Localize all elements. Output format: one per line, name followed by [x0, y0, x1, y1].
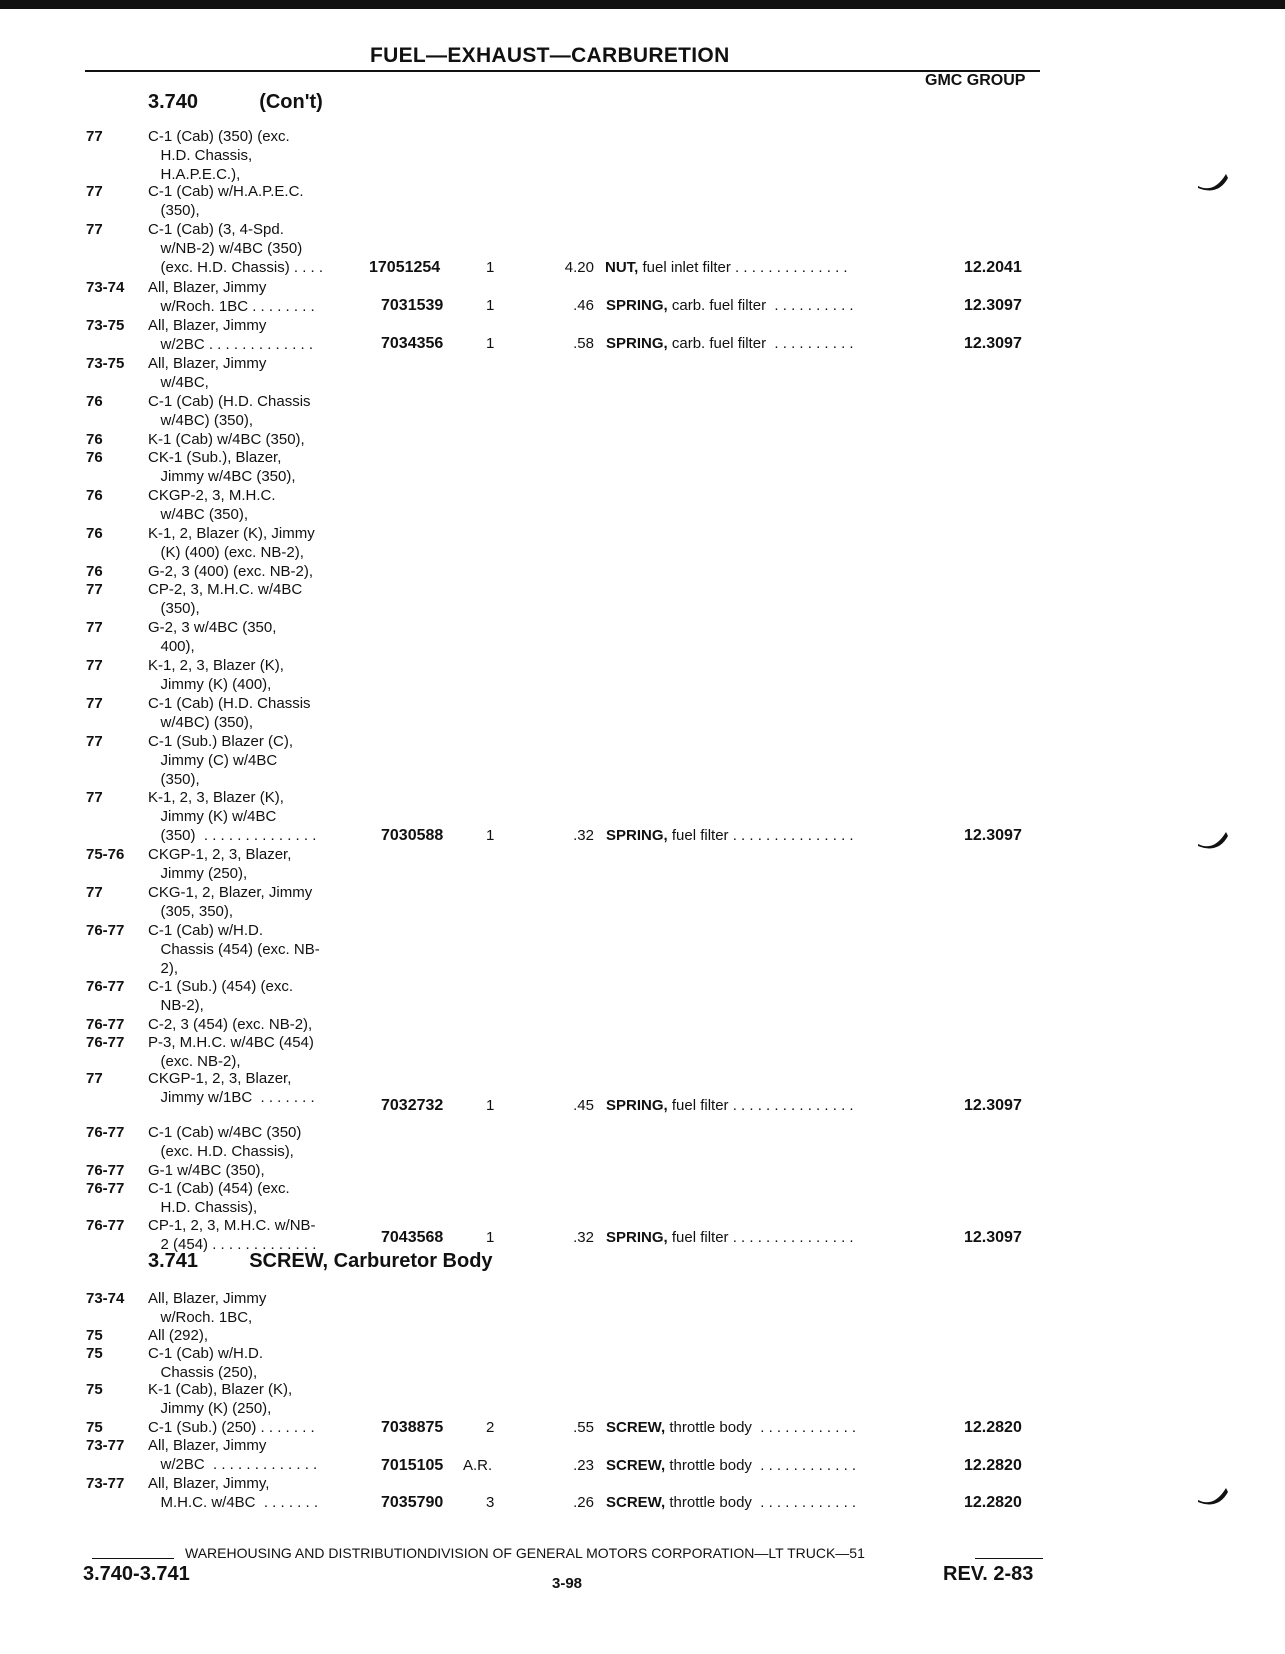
entry-description: CKG-1, 2, Blazer, Jimmy (305, 350), [148, 884, 313, 920]
section-number: 3.741 [148, 1250, 199, 1272]
part-name-detail: carb. fuel filter . . . . . . . . . . [667, 335, 854, 352]
quantity: 2 [486, 1419, 495, 1436]
entry-year: 76-77 [86, 1162, 125, 1179]
entry-year: 73-77 [86, 1437, 125, 1454]
entry-description: All, Blazer, Jimmy w/Roch. 1BC . . . . . . . . [148, 279, 315, 315]
entry-description: C-1 (Cab) w/H.A.P.E.C. (350), [148, 183, 304, 219]
entry-year: 73-75 [86, 355, 125, 372]
entry-year: 75-76 [86, 846, 125, 863]
entry-description: CP-2, 3, M.H.C. w/4BC (350), [148, 581, 303, 617]
section-title: SCREW, Carburetor Body [249, 1250, 493, 1272]
page-number: 3-98 [552, 1575, 583, 1592]
quantity: 1 [486, 335, 495, 352]
section-number: 3.740 [148, 91, 199, 113]
entry-year: 73-74 [86, 1290, 125, 1307]
entry-year: 76-77 [86, 922, 125, 939]
entry-year: 75 [86, 1419, 103, 1436]
entry-year: 76 [86, 431, 103, 448]
entry-description: All (292), [148, 1327, 209, 1344]
part-name-detail: carb. fuel filter . . . . . . . . . . [667, 297, 854, 314]
quantity: 1 [486, 1097, 495, 1114]
entry-year: 77 [86, 221, 103, 238]
entry-description: C-1 (Sub.) (454) (exc. NB-2), [148, 978, 294, 1014]
part-number: 7034356 [381, 335, 444, 352]
part-name [606, 1097, 854, 1114]
entry-description: C-1 (Cab) w/H.D. Chassis (454) (exc. NB- 2), [148, 922, 320, 977]
entry-description: All, Blazer, Jimmy w/2BC . . . . . . . . . . . . . [148, 317, 314, 353]
entry-description: All, Blazer, Jimmy, M.H.C. w/4BC . . . . . . . [148, 1475, 319, 1511]
entry-description: K-1, 2, 3, Blazer (K), Jimmy (K) w/4BC (350) . . . . . . . . . . . . . . [148, 789, 317, 844]
binder-hole-mark [1196, 168, 1230, 196]
entry-description: C-2, 3 (454) (exc. NB-2), [148, 1016, 313, 1033]
part-name-keyword: SPRING, [606, 827, 668, 844]
entry-year: 77 [86, 657, 103, 674]
part-name-detail: fuel filter . . . . . . . . . . . . . . . [667, 1097, 854, 1114]
part-number: 7043568 [381, 1229, 444, 1246]
price: .55 [573, 1419, 594, 1436]
quantity: 1 [486, 297, 495, 314]
entry-description: C-1 (Cab) (454) (exc. H.D. Chassis), [148, 1180, 290, 1216]
part-number: 7032732 [381, 1097, 444, 1114]
entry-description: G-1 w/4BC (350), [148, 1162, 265, 1179]
entry-year: 75 [86, 1345, 103, 1362]
entry-description: All, Blazer, Jimmy w/Roch. 1BC, [148, 1290, 267, 1326]
entry-year: 77 [86, 619, 103, 636]
group-code: 12.2820 [964, 1419, 1022, 1436]
entry-year: 76-77 [86, 1217, 125, 1234]
price: .32 [573, 827, 594, 844]
footer-section-range: 3.740-3.741 [83, 1563, 190, 1585]
price: .32 [573, 1229, 594, 1246]
part-name-detail: throttle body . . . . . . . . . . . . [665, 1457, 857, 1474]
part-number: 7035790 [381, 1494, 444, 1511]
part-name-keyword: SPRING, [606, 1229, 668, 1246]
entry-description: CKGP-2, 3, M.H.C. w/4BC (350), [148, 487, 276, 523]
entry-description: C-1 (Cab) (3, 4-Spd. w/NB-2) w/4BC (350) (exc. H.D. Chassis) . . . . [148, 221, 324, 276]
part-name [606, 1457, 856, 1474]
entry-description: All, Blazer, Jimmy w/4BC, [148, 355, 267, 391]
part-name-keyword: SPRING, [606, 1097, 668, 1114]
footer-text: WAREHOUSING AND DISTRIBUTIONDIVISION OF GENERAL MOTORS CORPORATION—LT TRUCK—51 [185, 1545, 865, 1561]
header-rule [85, 70, 1040, 72]
entry-year: 75 [86, 1327, 103, 1344]
entry-year: 76 [86, 393, 103, 410]
entry-description: G-2, 3 (400) (exc. NB-2), [148, 563, 314, 580]
entry-description: C-1 (Sub.) (250) . . . . . . . [148, 1419, 315, 1436]
part-name-keyword: SCREW, [606, 1457, 666, 1474]
entry-year: 77 [86, 183, 103, 200]
entry-year: 77 [86, 884, 103, 901]
part-name [606, 1494, 856, 1511]
entry-year: 73-75 [86, 317, 125, 334]
entry-description: C-1 (Cab) w/4BC (350) (exc. H.D. Chassis), [148, 1124, 302, 1160]
entry-year: 77 [86, 733, 103, 750]
entry-year: 77 [86, 581, 103, 598]
footer-rule-left [92, 1558, 174, 1559]
entry-description: C-1 (Cab) w/H.D. Chassis (250), [148, 1345, 264, 1381]
part-number: 7031539 [381, 297, 444, 314]
entry-year: 75 [86, 1381, 103, 1398]
part-name-keyword: NUT, [605, 259, 639, 276]
group-code: 12.3097 [964, 1229, 1022, 1246]
price: 4.20 [564, 259, 594, 276]
binder-hole-mark [1196, 1482, 1230, 1510]
quantity: 1 [486, 259, 495, 276]
entry-description: CK-1 (Sub.), Blazer, Jimmy w/4BC (350), [148, 449, 296, 485]
entry-description: All, Blazer, Jimmy w/2BC . . . . . . . . . . . . . [148, 1437, 318, 1473]
part-number: 7038875 [381, 1419, 444, 1436]
entry-description: C-1 (Cab) (H.D. Chassis w/4BC) (350), [148, 393, 311, 429]
binder-hole-mark [1196, 826, 1230, 854]
group-code: 12.3097 [964, 297, 1022, 314]
entry-description: CKGP-1, 2, 3, Blazer, Jimmy (250), [148, 846, 292, 882]
entry-year: 77 [86, 789, 103, 806]
entry-year: 76-77 [86, 1016, 125, 1033]
entry-description: P-3, M.H.C. w/4BC (454) (exc. NB-2), [148, 1034, 314, 1070]
entry-year: 76 [86, 563, 103, 580]
group-code: 12.2820 [964, 1457, 1022, 1474]
entry-year: 76 [86, 449, 103, 466]
part-name-keyword: SCREW, [606, 1419, 666, 1436]
entry-description: C-1 (Sub.) Blazer (C), Jimmy (C) w/4BC (350), [148, 733, 294, 788]
entry-year: 77 [86, 695, 103, 712]
quantity: 1 [486, 827, 495, 844]
entry-description: CKGP-1, 2, 3, Blazer, Jimmy w/1BC . . . . . . . [148, 1070, 315, 1106]
group-code: 12.3097 [964, 1097, 1022, 1114]
entry-year: 77 [86, 1070, 103, 1087]
group-code: 12.3097 [964, 335, 1022, 352]
entry-year: 76 [86, 525, 103, 542]
group-code: 12.2820 [964, 1494, 1022, 1511]
page-title: FUEL—EXHAUST—CARBURETION [370, 44, 730, 67]
section-heading [148, 91, 323, 114]
entry-year: 76-77 [86, 1124, 125, 1141]
section-title: (Con't) [259, 91, 323, 113]
revision-label: REV. 2-83 [943, 1563, 1034, 1585]
group-label: GMC GROUP [925, 72, 1026, 89]
part-number: 7015105 [381, 1457, 444, 1474]
part-name-detail: fuel filter . . . . . . . . . . . . . . . [667, 1229, 854, 1246]
part-name [606, 335, 854, 352]
price: .58 [573, 335, 594, 352]
part-name [606, 297, 854, 314]
entry-year: 73-74 [86, 279, 125, 296]
price: .23 [573, 1457, 594, 1474]
part-name [605, 259, 848, 276]
part-name-detail: throttle body . . . . . . . . . . . . [665, 1494, 857, 1511]
group-code: 12.3097 [964, 827, 1022, 844]
part-name-detail: throttle body . . . . . . . . . . . . [665, 1419, 857, 1436]
part-name [606, 1229, 854, 1246]
entry-year: 73-77 [86, 1475, 125, 1492]
part-name [606, 1419, 856, 1436]
entry-description: K-1, 2, Blazer (K), Jimmy (K) (400) (exc. NB-2), [148, 525, 315, 561]
price: .45 [573, 1097, 594, 1114]
part-name-keyword: SPRING, [606, 297, 668, 314]
top-border [0, 0, 1285, 9]
entry-year: 77 [86, 128, 103, 145]
footer-rule-right [975, 1558, 1043, 1559]
part-name-keyword: SCREW, [606, 1494, 666, 1511]
entry-description: K-1, 2, 3, Blazer (K), Jimmy (K) (400), [148, 657, 284, 693]
entry-year: 76-77 [86, 1180, 125, 1197]
group-code: 12.2041 [964, 259, 1022, 276]
entry-description: CP-1, 2, 3, M.H.C. w/NB- 2 (454) . . . . . . . . . . . . . [148, 1217, 317, 1253]
part-number: 7030588 [381, 827, 444, 844]
entry-description: G-2, 3 w/4BC (350, 400), [148, 619, 277, 655]
part-number: 17051254 [369, 259, 441, 276]
entry-year: 76-77 [86, 978, 125, 995]
part-name-keyword: SPRING, [606, 335, 668, 352]
part-name [606, 827, 854, 844]
quantity: A.R. [463, 1457, 493, 1474]
entry-description: K-1 (Cab), Blazer (K), Jimmy (K) (250), [148, 1381, 293, 1417]
part-name-detail: fuel inlet filter . . . . . . . . . . . . . . [638, 259, 848, 276]
entry-description: C-1 (Cab) (350) (exc. H.D. Chassis, H.A.P.E.C.), [148, 128, 290, 183]
entry-description: K-1 (Cab) w/4BC (350), [148, 431, 305, 448]
quantity: 3 [486, 1494, 495, 1511]
price: .46 [573, 297, 594, 314]
quantity: 1 [486, 1229, 495, 1246]
entry-year: 76 [86, 487, 103, 504]
price: .26 [573, 1494, 594, 1511]
part-name-detail: fuel filter . . . . . . . . . . . . . . . [667, 827, 854, 844]
entry-year: 76-77 [86, 1034, 125, 1051]
entry-description: C-1 (Cab) (H.D. Chassis w/4BC) (350), [148, 695, 311, 731]
